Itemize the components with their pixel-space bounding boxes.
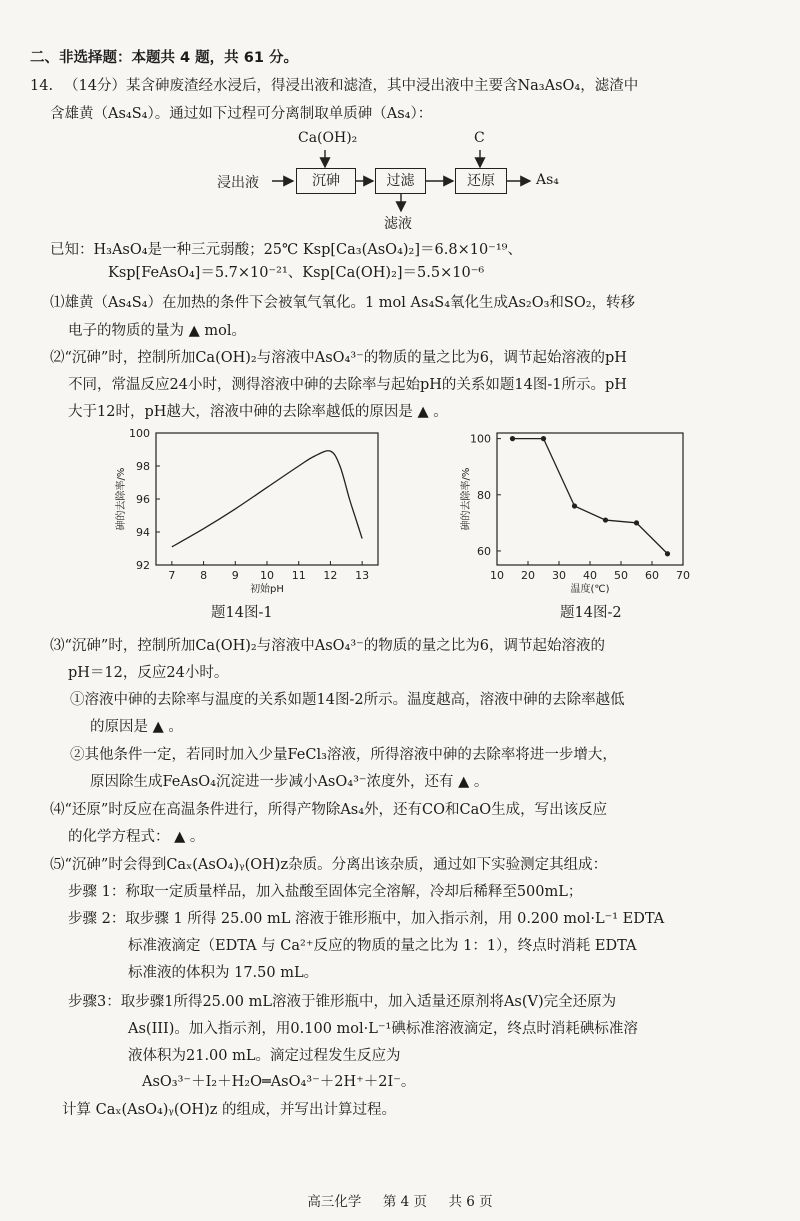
x-tick-label: 20 bbox=[521, 569, 535, 582]
plot-frame bbox=[497, 433, 683, 565]
part3b-line-2: 原因除生成FeAsO₄沉淀进一步减小AsO₄³⁻浓度外，还有 ▲ 。 bbox=[90, 774, 489, 790]
reagent-caoh2: Ca(OH)₂ bbox=[298, 130, 358, 146]
part1-line-2: 电子的物质的量为 ▲ mol。 bbox=[68, 323, 246, 339]
redox-equation: AsO₃³⁻＋I₂＋H₂O═AsO₄³⁻＋2H⁺＋2I⁻。 bbox=[142, 1074, 416, 1090]
x-tick-label: 70 bbox=[676, 569, 690, 582]
question-number: 14. bbox=[30, 78, 54, 94]
chart-removal-vs-temperature bbox=[455, 425, 695, 605]
intro-line-1: （14分）某含砷废渣经水浸后，得浸出液和滤渣，其中浸出液中主要含Na₃AsO₄，滤渣中 bbox=[64, 78, 639, 94]
part1-line-1: ⑴雄黄（As₄S₄）在加热的条件下会被氧气氧化。1 mol As₄S₄氧化生成As₂O₃和SO₂，转移 bbox=[50, 295, 636, 311]
series-line bbox=[172, 451, 362, 547]
footer-total: 共 6 页 bbox=[448, 1194, 493, 1210]
flow-step-reduce: 还原 bbox=[455, 168, 507, 194]
x-tick-label: 13 bbox=[355, 569, 370, 582]
data-point bbox=[665, 551, 670, 556]
data-point bbox=[572, 503, 577, 508]
series-line bbox=[513, 439, 668, 554]
y-tick-label: 92 bbox=[136, 559, 150, 572]
fig1-caption: 题14图-1 bbox=[211, 605, 273, 621]
x-tick-label: 50 bbox=[614, 569, 628, 582]
y-axis-title: 砷的去除率/% bbox=[116, 467, 127, 531]
step2-line-3: 标准液的体积为 17.50 mL。 bbox=[128, 965, 319, 981]
x-tick-label: 11 bbox=[291, 569, 306, 582]
intro-line-2: 含雄黄（As₄S₄）。通过如下过程可分离制取单质砷（As₄）： bbox=[50, 106, 433, 122]
x-axis-title: 初始pH bbox=[250, 584, 284, 595]
x-tick-label: 8 bbox=[200, 569, 208, 582]
known-line-2: Ksp[FeAsO₄]＝5.7×10⁻²¹、Ksp[Ca(OH)₂]＝5.5×10⁻⁶ bbox=[108, 265, 485, 281]
step1-text: 步骤 1：称取一定质量样品，加入盐酸至固体完全溶解，冷却后稀释至500mL； bbox=[68, 884, 583, 900]
step3-line-1: 步骤3：取步骤1所得25.00 mL溶液于锥形瓶中，加入适量还原剂将As(V)完全还原为 bbox=[68, 994, 617, 1010]
x-tick-label: 10 bbox=[260, 569, 274, 582]
part4-line-1: ⑷“还原”时反应在高温条件进行，所得产物除As₄外，还有CO和CaO生成，写出该反应 bbox=[50, 802, 608, 818]
y-tick-label: 100 bbox=[129, 427, 150, 440]
part4-line-2: 的化学方程式： ▲ 。 bbox=[68, 829, 205, 845]
flow-byproduct-filtrate: 滤液 bbox=[384, 216, 412, 232]
x-tick-label: 30 bbox=[552, 569, 566, 582]
part3a-line-2: 的原因是 ▲ 。 bbox=[90, 719, 183, 735]
step2-line-2: 标准液滴定（EDTA 与 Ca²⁺反应的物质的量之比为 1：1），终点时消耗 EDTA bbox=[128, 938, 637, 954]
data-point bbox=[541, 436, 546, 441]
flow-product-as4: As₄ bbox=[536, 172, 559, 188]
step3-line-2: As(III)。加入指示剂，用0.100 mol·L⁻¹碘标准溶液滴定，终点时消耗碘标准溶 bbox=[128, 1021, 638, 1037]
flow-arrows bbox=[0, 0, 800, 240]
section-title: 二、非选择题：本题共 4 题，共 61 分。 bbox=[30, 50, 298, 66]
plot-frame bbox=[156, 433, 378, 565]
x-axis-title: 温度(℃) bbox=[570, 584, 610, 595]
y-tick-label: 96 bbox=[136, 493, 150, 506]
footer-page: 第 4 页 bbox=[382, 1194, 427, 1210]
data-point bbox=[603, 517, 608, 522]
y-tick-label: 80 bbox=[477, 488, 491, 502]
x-tick-label: 7 bbox=[168, 569, 176, 582]
y-tick-label: 98 bbox=[136, 460, 150, 473]
part5-line-1: ⑸“沉砷”时会得到Caₓ(AsO₄)ᵧ(OH)z杂质。分离出该杂质，通过如下实验测定其组成： bbox=[50, 857, 608, 873]
reagent-carbon: C bbox=[474, 130, 485, 146]
x-tick-label: 40 bbox=[583, 569, 597, 582]
fig2-caption: 题14图-2 bbox=[560, 605, 622, 621]
part3-line-2: pH＝12，反应24小时。 bbox=[68, 665, 229, 681]
x-tick-label: 10 bbox=[490, 569, 504, 582]
page-footer bbox=[0, 1190, 800, 1210]
part3b-line-1: ②其他条件一定，若同时加入少量FeCl₃溶液，所得溶液中砷的去除率将进一步增大， bbox=[70, 747, 617, 763]
x-tick-label: 9 bbox=[231, 569, 239, 582]
y-axis-title: 砷的去除率/% bbox=[461, 467, 472, 531]
data-point bbox=[510, 436, 515, 441]
part2-line-1: ⑵“沉砷”时，控制所加Ca(OH)₂与溶液中AsO₄³⁻的物质的量之比为6，调节起始溶液的pH bbox=[50, 350, 627, 366]
step2-line-1: 步骤 2：取步骤 1 所得 25.00 mL 溶液于锥形瓶中，加入指示剂，用 0.200 mol·L⁻¹ EDTA bbox=[68, 911, 665, 927]
part3a-line-1: ①溶液中砷的去除率与温度的关系如题14图-2所示。温度越高，溶液中砷的去除率越低 bbox=[70, 692, 625, 708]
flow-step-filter: 过滤 bbox=[375, 168, 426, 194]
y-tick-label: 100 bbox=[470, 432, 491, 446]
y-tick-label: 60 bbox=[477, 544, 491, 558]
y-tick-label: 94 bbox=[136, 526, 150, 539]
x-tick-label: 12 bbox=[323, 569, 338, 582]
known-line-1: 已知：H₃AsO₄是一种三元弱酸；25℃ Ksp[Ca₃(AsO₄)₂]＝6.8×10⁻¹⁹、 bbox=[50, 242, 522, 258]
data-point bbox=[634, 520, 639, 525]
flow-start-leachate: 浸出液 bbox=[217, 175, 259, 191]
part2-line-2: 不同，常温反应24小时，测得溶液中砷的去除率与起始pH的关系如题14图-1所示。pH bbox=[68, 377, 627, 393]
x-tick-label: 60 bbox=[645, 569, 659, 582]
part3-line-1: ⑶“沉砷”时，控制所加Ca(OH)₂与溶液中AsO₄³⁻的物质的量之比为6，调节起始溶液的 bbox=[50, 638, 606, 654]
chart-removal-vs-ph bbox=[108, 425, 398, 605]
flow-step-precipitate: 沉砷 bbox=[296, 168, 356, 194]
final-question: 计算 Caₓ(AsO₄)ᵧ(OH)z 的组成，并写出计算过程。 bbox=[62, 1102, 396, 1118]
part2-line-3: 大于12时，pH越大，溶液中砷的去除率越低的原因是 ▲ 。 bbox=[68, 404, 448, 420]
footer-subject: 高三化学 bbox=[307, 1194, 362, 1210]
step3-line-3: 液体积为21.00 mL。滴定过程发生反应为 bbox=[128, 1048, 401, 1064]
